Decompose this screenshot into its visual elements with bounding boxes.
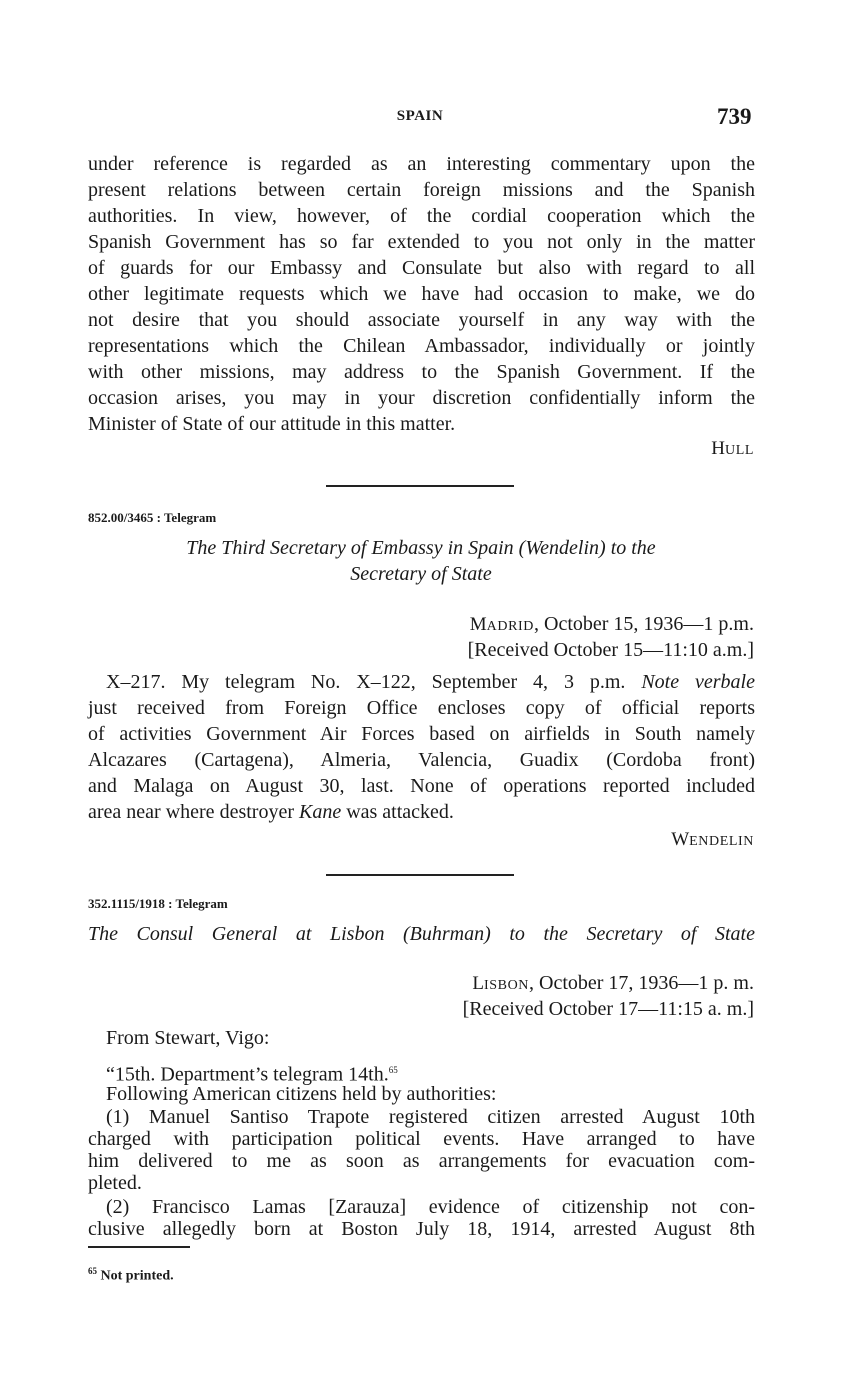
- section-divider: [326, 874, 514, 876]
- file-reference: 352.1115/1918 : Telegram: [88, 896, 228, 911]
- text-line: (2) Francisco Lamas [Zarauza] evidence of citizenship not con-: [106, 1196, 755, 1218]
- text-line: charged with participation political events. Have arranged to have: [88, 1128, 755, 1150]
- file-reference: 852.00/3465 : Telegram: [88, 510, 217, 525]
- document-heading: The Consul General at Lisbon (Buhrman) to the Secretary of State: [88, 923, 755, 945]
- footnote-divider: [88, 1246, 190, 1248]
- footnote-reference: 65: [388, 1065, 398, 1075]
- quote-line: “15th. Department’s telegram 14th.$^{65}$: [106, 1063, 398, 1086]
- text-line: present relations between certain foreign missions and the Spanish: [88, 179, 755, 201]
- text-line: (1) Manuel Santiso Trapote registered citizen arrested August 10th: [106, 1106, 755, 1128]
- text-line: Spanish Government has so far extended to you not only in the matter: [88, 231, 755, 253]
- section-divider: [326, 485, 514, 487]
- text-line: not desire that you should associate yourself in any way with the: [88, 309, 755, 331]
- text-line: just received from Foreign Office encloses copy of official reports: [88, 697, 755, 719]
- text-line: pleted.: [88, 1172, 142, 1194]
- text-line: authorities. In view, however, of the cordial cooperation which the: [88, 205, 755, 227]
- text-line: of activities Government Air Forces based on airfields in South namely: [88, 723, 755, 745]
- document-heading: The Third Secretary of Embassy in Spain (Wendelin) to the: [186, 537, 656, 559]
- text-line: under reference is regarded as an interesting commentary upon the: [88, 153, 755, 175]
- from-line: From Stewart, Vigo:: [106, 1027, 270, 1049]
- text-line: X–217. My telegram No. X–122, September 4, 3 p.m. Note verbale: [106, 671, 755, 693]
- text-line: clusive allegedly born at Boston July 18, 1914, arrested August 8th: [88, 1218, 755, 1240]
- text-line: Minister of State of our attitude in this matter.: [88, 413, 456, 435]
- dateline: LISBON, October 17, 1936—1 p. m.: [472, 972, 754, 994]
- text-line: and Malaga on August 30, last. None of operations reported included: [88, 775, 755, 797]
- document-heading: Secretary of State: [350, 563, 492, 585]
- following-line: Following American citizens held by authorities:: [106, 1083, 497, 1105]
- running-header-title: SPAIN: [396, 108, 444, 124]
- signature-hull: HULL: [711, 438, 754, 459]
- text-line: with other missions, may address to the Spanish Government. If the: [88, 361, 755, 383]
- dateline: MADRID, October 15, 1936—1 p.m.: [469, 613, 754, 635]
- text-line: representations which the Chilean Ambassador, individually or jointly: [88, 335, 755, 357]
- text-line: area near where destroyer Kane was attacked.: [88, 801, 454, 823]
- page-number: 739: [717, 104, 752, 129]
- text-line: other legitimate requests which we have had occasion to make, we do: [88, 283, 755, 305]
- text-line: occasion arises, you may in your discretion confidentially inform the: [88, 387, 755, 409]
- text-line: Alcazares (Cartagena), Almeria, Valencia, Guadix (Cordoba front): [88, 749, 755, 771]
- received-line: [Received October 17—11:15 a. m.]: [462, 998, 754, 1020]
- footnote: $^{65}$ Not printed.: [88, 1266, 174, 1284]
- telegram-body: [88, 669, 755, 825]
- received-line: [Received October 15—11:10 a.m.]: [467, 639, 754, 661]
- paragraph-top: [88, 151, 755, 437]
- list-item: [88, 1106, 755, 1194]
- text-line: him delivered to me as soon as arrangements for evacuation com-: [88, 1150, 755, 1172]
- text-line: of guards for our Embassy and Consulate but also with regard to all: [88, 257, 755, 279]
- signature-wendelin: WENDELIN: [671, 829, 754, 850]
- list-item: [88, 1196, 755, 1240]
